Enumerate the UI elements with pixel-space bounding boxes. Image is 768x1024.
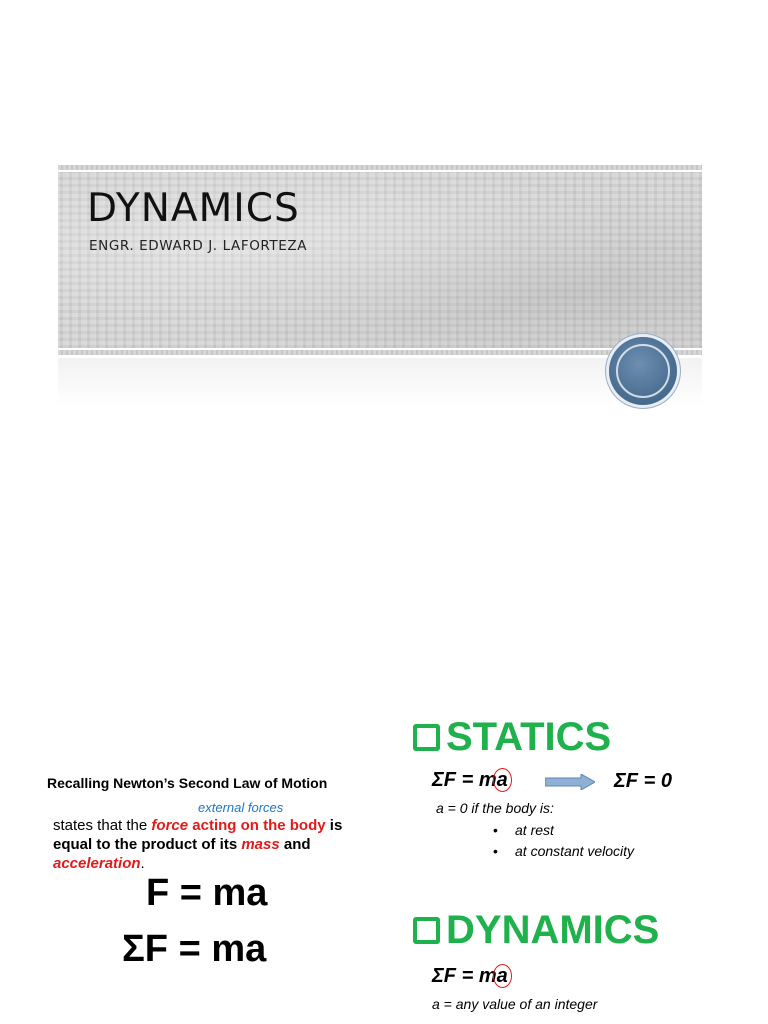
bullet-icon: • [493,822,498,838]
deck-title: DYNAMICS [87,186,300,231]
statics-heading [413,715,611,760]
band-bottom-border [58,350,702,355]
title-slide [0,0,768,470]
content-slide [0,690,768,1024]
law-term-acceleration: acceleration [53,855,141,872]
list-item [493,843,634,864]
external-forces-annotation: external forces [198,800,284,815]
formula-text: ΣF = m [432,769,497,791]
statics-conditions-list [493,822,634,864]
circled-acceleration: a [493,964,512,988]
list-item [493,822,634,843]
newton-law-statement [53,816,383,873]
condition-text: at constant velocity [515,843,635,859]
formula-text: ΣF = m [432,965,497,987]
band-top-border [58,165,702,170]
law-text-part: and [279,836,311,853]
band-shadow [58,358,702,408]
seal-icon [609,337,677,405]
seal-ring [616,344,670,398]
law-text-part: states that the [53,817,152,834]
right-arrow-icon [545,774,595,790]
dynamics-heading [413,908,659,953]
statics-note: a = 0 if the body is: [436,800,554,816]
statics-heading-text: STATICS [446,715,612,759]
condition-text: at rest [515,822,554,838]
law-term-acting: acting on the body [192,817,326,834]
law-term-force: force [151,817,189,834]
law-term-mass: mass [241,836,280,853]
dynamics-note: a = any value of an integer [432,996,598,1012]
checkbox-icon [413,724,440,751]
newton-law-heading: Recalling Newton’s Second Law of Motion [47,775,328,791]
law-text-part: . [140,855,145,872]
statics-result-formula: ΣF = 0 [614,770,672,792]
deck-subtitle: ENGR. EDWARD J. LAFORTEZA [89,238,308,254]
checkbox-icon [413,917,440,944]
dynamics-heading-text: DYNAMICS [446,908,660,952]
circled-acceleration: a [493,768,512,792]
dynamics-formula [432,964,512,988]
bullet-icon: • [493,843,498,859]
equation-sum-f-ma: ΣF = ma [122,928,267,970]
law-text-part: is equal to the product of its [53,817,343,853]
equation-f-ma: F = ma [146,872,268,914]
statics-formula [432,768,512,792]
